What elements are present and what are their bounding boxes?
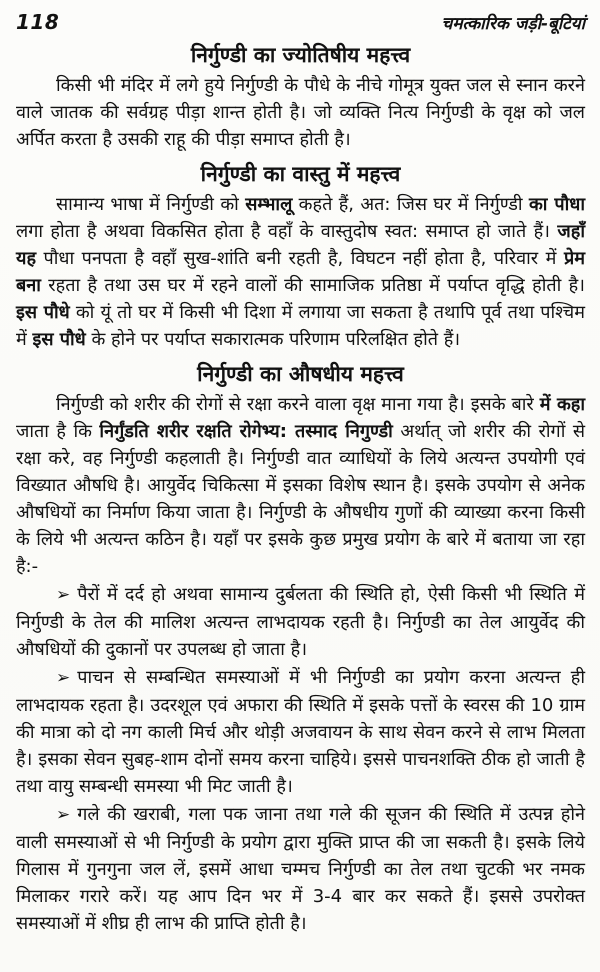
- bullet-item-oil-massage: [16, 581, 585, 663]
- bullet-item-digestion: [16, 664, 585, 800]
- bullet-text: पाचन से सम्बन्धित समस्याओं में भी निर्गुण्डी का प्रयोग करना अत्यन्त ही लाभदायक रहता है। उदरशूल एवं अफारा की स्थिति में इसके पत्तों के स्वरस की 10 ग्राम की मात्रा को दो नग काली मिर्च और थोड़ी अजवायन के साथ सेवन करने से लाभ मिलता है। इसका सेवन सुबह-शाम दोनों समय करना चाहिये। इससे पाचनशक्ति ठीक हो जाती है तथा वायु सम्बन्धी समस्या भी मिट जाती है।: [16, 667, 585, 797]
- section-medicinal: [16, 360, 585, 937]
- bullet-item-throat: [16, 801, 585, 937]
- section-heading-medicinal: निर्गुण्डी का औषधीय महत्त्व: [197, 362, 404, 386]
- page-number: 118: [16, 10, 60, 34]
- arrow-bullet-icon: ➢: [56, 585, 71, 605]
- section-astrology: [16, 41, 585, 153]
- page-header: [16, 10, 585, 34]
- paragraph-vastu: सामान्य भाषा में निर्गुण्डी को सम्भालू कहते हैं, अत: जिस घर में निर्गुण्डी का पौधा लगा होता है अथवा विकसित होता है वहाँ के वास्तुदोष स्वत: समाप्त हो जाते हैं। जहाँ यह पौधा पनपता है वहाँ सुख-शांति बनी रहती है, विघटन नहीं होता है, परिवार में प्रेम बना रहता है तथा उस घर में रहने वालों की सामाजिक प्रतिष्ठा में पर्याप्त वृद्धि होती है। इस पौधे को यूं तो घर में किसी भी दिशा में लगाया जा सकता है तथापि पूर्व तथा पश्चिम में इस पौधे के होने पर पर्याप्त सकारात्मक परिणाम परिलक्षित होते हैं।: [16, 194, 586, 350]
- running-head: चमत्कारिक जड़ी-बूटियां: [441, 14, 585, 34]
- arrow-bullet-icon: ➢: [56, 668, 71, 688]
- paragraph-medicinal-intro: निर्गुण्डी को शरीर की रोगों से रक्षा करने वाला वृक्ष माना गया है। इसके बारे में कहा जाता है कि निर्गुंडति शरीर रक्षति रोगेभ्य: तस्माद निगुण्डी अर्थात् जो शरीर की रोगों से रक्षा करे, वह निर्गुण्डी कहलाती है। निर्गुण्डी वात व्याधियों के लिये अत्यन्त उपयोगी एवं विख्यात औषधि है। आयुर्वेद चिकित्सा में इसका विशेष स्थान है। इसके उपयोग से अनेक औषधियों का निर्माण किया जाता है। निर्गुण्डी के औषधीय गुणों की व्याख्या करना किसी के लिये भी अत्यन्त कठिन है। यहाँ पर इसके कुछ प्रमुख प्रयोग के बारे में बताया जा रहा है:-: [16, 394, 585, 577]
- arrow-bullet-icon: ➢: [56, 805, 71, 825]
- section-heading-vastu: निर्गुण्डी का वास्तु में महत्त्व: [200, 162, 401, 186]
- paragraph-astrology: किसी भी मंदिर में लगे हुये निर्गुण्डी के पौधे के नीचे गोमूत्र युक्त जल से स्नान करने वाले जातक की सर्वग्रह पीड़ा शान्त होती है। जो व्यक्ति नित्य निर्गुण्डी के वृक्ष को जल अर्पित करता है उसकी राहू की पीड़ा समाप्त होती है।: [16, 75, 585, 150]
- bullet-text: पैरों में दर्द हो अथवा सामान्य दुर्बलता की स्थिति हो, ऐसी किसी भी स्थिति में निर्गुण्डी के तेल की मालिश अत्यन्त लाभदायक रहती है। निर्गुण्डी का तेल आयुर्वेद की औषधियों की दुकानों पर उपलब्ध हो जाता है।: [16, 584, 585, 660]
- section-vastu: [16, 160, 585, 353]
- bullet-text: गले की खराबी, गला पक जाना तथा गले की सूजन की स्थिति में उत्पन्न होने वाली समस्याओं से भी निर्गुण्डी के प्रयोग द्वारा मुक्ति प्राप्त की जा सकती है। इसके लिये गिलास में गुनगुना जल लें, इसमें आधा चम्मच निर्गुण्डी का तेल तथा चुटकी भर नमक मिलाकर गरारे करें। यह आप दिन भर में 3-4 बार कर सकते हैं। इससे उपरोक्त समस्याओं में शीघ्र ही लाभ की प्राप्ति होती है।: [16, 804, 585, 934]
- section-heading-astrology: निर्गुण्डी का ज्योतिषीय महत्त्व: [190, 43, 411, 67]
